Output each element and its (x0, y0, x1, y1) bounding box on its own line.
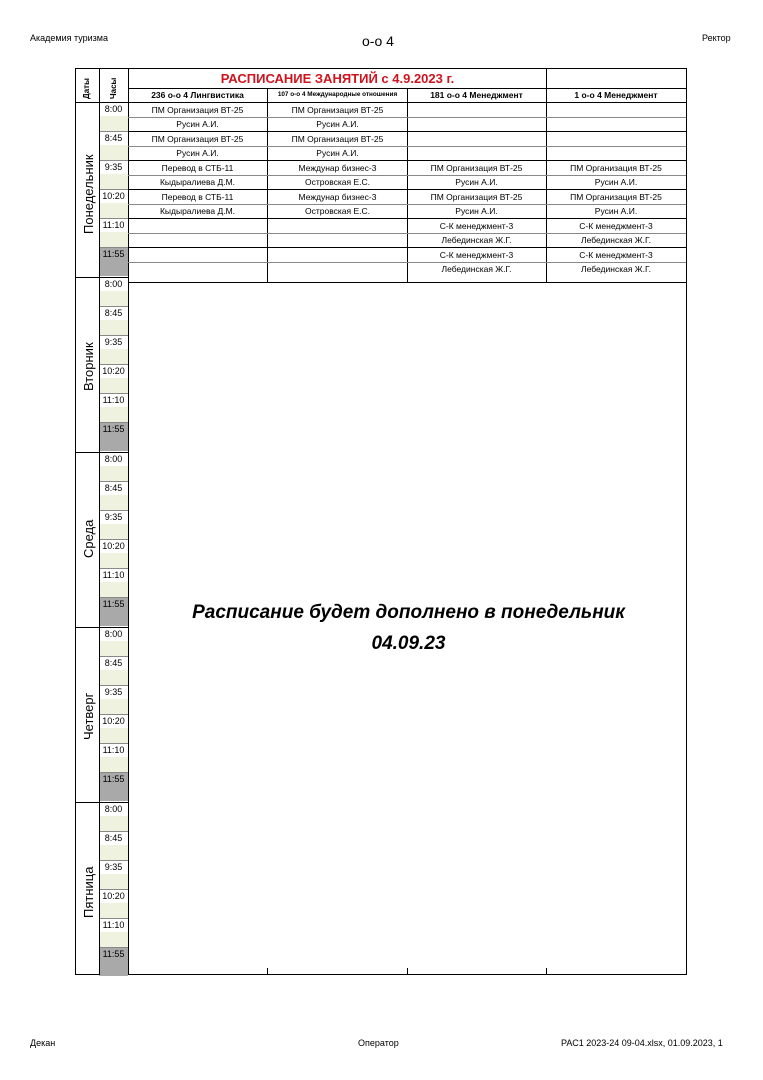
time-slot-filler (99, 145, 128, 160)
time-slot-filler (99, 174, 128, 189)
column-divider-stub (267, 968, 268, 975)
schedule-entry: Островская Е.С. (304, 177, 370, 187)
day-separator (76, 627, 128, 628)
footer-center: Оператор (358, 1038, 399, 1048)
header-right: Ректор (702, 33, 731, 43)
time-slot-filler (99, 261, 128, 276)
time-slot-filler (99, 466, 128, 481)
schedule-entry: ПМ Организация ВТ-25 (430, 191, 523, 202)
schedule-note-line-1: Расписание будет дополнено в понедельник (192, 602, 625, 623)
schedule-entry (268, 262, 407, 276)
time-separator (99, 160, 128, 161)
day-friday: Пятница (81, 866, 96, 918)
day-monday: Понедельник (81, 154, 96, 234)
schedule-entry (407, 132, 546, 146)
hours-header-cell (99, 69, 128, 102)
time-slot: 8:45 (104, 308, 123, 318)
time-slot-filler (99, 641, 128, 656)
time-separator (99, 568, 128, 569)
time-slot: 11:55 (99, 247, 128, 261)
time-separator (99, 131, 128, 132)
time-slot-filler (99, 961, 128, 976)
schedule-entry (407, 117, 546, 131)
row-line (128, 247, 686, 248)
title-divider (546, 69, 547, 88)
time-slot-filler (99, 407, 128, 422)
time-slot-filler (99, 436, 128, 451)
hours-header: Часы (109, 77, 118, 99)
schedule-entry: ПМ Организация ВТ-25 (430, 162, 523, 173)
time-slot-filler (99, 757, 128, 772)
time-slot: 10:20 (102, 541, 125, 551)
time-separator (99, 335, 128, 336)
row-line (128, 262, 686, 263)
time-separator (99, 306, 128, 307)
time-slot: 9:35 (104, 337, 123, 347)
time-slot: 11:55 (99, 772, 128, 786)
time-slot-filler (99, 816, 128, 831)
time-slot-filler (99, 553, 128, 568)
time-separator (99, 860, 128, 861)
schedule-entry: Русин А.И. (316, 119, 359, 129)
time-slot-filler (99, 874, 128, 889)
schedule-entry: Перевод в СТБ-11 (161, 162, 234, 173)
row-line (128, 146, 686, 147)
schedule-entry: ПМ Организация ВТ-25 (291, 133, 384, 144)
schedule-entry (268, 248, 407, 262)
schedule-entry: Кыдыралиева Д.М. (159, 177, 236, 187)
time-slot-filler (99, 845, 128, 860)
time-slot-filler (99, 932, 128, 947)
time-separator (99, 597, 128, 598)
schedule-note-line-2: 04.09.23 (371, 633, 446, 654)
time-slot: 8:45 (104, 658, 123, 668)
column-header-1: 236 о-о 4 Лингвистика (151, 90, 244, 100)
time-separator (99, 918, 128, 919)
column-header-4: 1 о-о 4 Менеджмент (574, 90, 658, 100)
row-line (128, 175, 686, 176)
schedule-entry (128, 262, 267, 276)
schedule-entry: ПМ Организация ВТ-25 (291, 104, 384, 115)
time-slot-filler (99, 670, 128, 685)
schedule-entry: Русин А.И. (316, 148, 359, 158)
header-center: о-о 4 (362, 33, 394, 49)
schedule-entry (546, 103, 686, 117)
schedule-entry: Перевод в СТБ-11 (161, 191, 234, 202)
schedule-entry: ПМ Организация ВТ-25 (151, 104, 244, 115)
time-slot: 8:00 (104, 104, 123, 114)
schedule-entry: Русин А.И. (455, 206, 498, 216)
schedule-entry: Кыдыралиева Д.М. (159, 206, 236, 216)
time-separator (99, 364, 128, 365)
time-slot: 11:10 (102, 220, 125, 230)
time-slot: 8:00 (104, 629, 123, 639)
time-slot: 8:45 (104, 483, 123, 493)
column-header-3: 181 о-о 4 Менеджмент (430, 90, 523, 100)
row-line (128, 233, 686, 234)
time-slot-filler (99, 728, 128, 743)
header-line (128, 88, 686, 89)
time-separator (99, 831, 128, 832)
schedule-entry: Лебединская Ж.Г. (441, 264, 512, 274)
time-slot: 10:20 (102, 191, 125, 201)
schedule-entry: Островская Е.С. (304, 206, 370, 216)
time-separator (99, 656, 128, 657)
time-separator (99, 422, 128, 423)
schedule-entry (546, 132, 686, 146)
time-separator (99, 218, 128, 219)
schedule-entry: ПМ Организация ВТ-25 (570, 191, 662, 202)
time-slot-filler (99, 495, 128, 510)
time-slot-filler (99, 320, 128, 335)
time-slot: 11:10 (102, 920, 125, 930)
day-separator (76, 452, 128, 453)
time-slot: 9:35 (104, 512, 123, 522)
time-slot: 8:45 (104, 133, 123, 143)
row-line (128, 218, 686, 219)
time-slot: 11:10 (102, 395, 125, 405)
time-slot: 9:35 (104, 862, 123, 872)
footer-right: РАС1 2023-24 09-04.xlsx, 01.09.2023, 1 (561, 1038, 723, 1048)
column-divider (128, 69, 129, 975)
header-line (128, 102, 686, 103)
schedule-entry (128, 233, 267, 247)
time-slot: 8:00 (104, 454, 123, 464)
time-slot-filler (99, 203, 128, 218)
schedule-entry: Русин А.И. (455, 177, 498, 187)
schedule-entry: Междунар бизнес-3 (298, 191, 377, 202)
time-separator (99, 539, 128, 540)
schedule-entry: Русин А.И. (176, 148, 219, 158)
row-line (128, 282, 686, 283)
time-separator (99, 743, 128, 744)
schedule-entry (268, 219, 407, 233)
time-slot-filler (99, 699, 128, 714)
time-separator (99, 947, 128, 948)
time-separator (99, 481, 128, 482)
column-header-2: 107 о-о 4 Международные отношения (277, 91, 398, 98)
day-separator (76, 277, 128, 278)
schedule-entry: ПМ Организация ВТ-25 (151, 133, 244, 144)
day-tuesday: Вторник (81, 342, 96, 391)
header-left: Академия туризма (30, 33, 108, 43)
time-slot-filler (99, 582, 128, 597)
time-slot: 8:00 (104, 804, 123, 814)
column-divider-stub (546, 968, 547, 975)
time-slot-filler (99, 232, 128, 247)
day-thursday: Четверг (81, 692, 96, 740)
row-line (128, 131, 686, 132)
time-slot-filler (99, 611, 128, 626)
time-slot: 11:55 (99, 947, 128, 961)
time-separator (99, 714, 128, 715)
schedule-entry: С-К менеджмент-3 (579, 220, 653, 231)
column-divider-stub (407, 968, 408, 975)
time-slot: 10:20 (102, 716, 125, 726)
dates-header: Даты (82, 78, 91, 99)
time-separator (99, 247, 128, 248)
time-slot-filler (99, 903, 128, 918)
schedule-entry: Русин А.И. (594, 177, 638, 187)
schedule-entry: Лебединская Ж.Г. (581, 235, 651, 245)
schedule-entry: Лебединская Ж.Г. (441, 235, 512, 245)
time-separator (99, 189, 128, 190)
dates-header-cell (76, 69, 99, 102)
time-slot: 11:55 (99, 597, 128, 611)
time-slot: 8:00 (104, 279, 123, 289)
time-slot: 10:20 (102, 891, 125, 901)
time-slot: 8:45 (104, 833, 123, 843)
time-slot-filler (99, 378, 128, 393)
schedule-entry (546, 117, 686, 131)
time-separator (99, 685, 128, 686)
time-slot-filler (99, 524, 128, 539)
time-slot: 9:35 (104, 687, 123, 697)
day-wednesday: Среда (81, 519, 96, 558)
schedule-entry (407, 146, 546, 160)
time-separator (99, 510, 128, 511)
time-slot: 11:10 (102, 745, 125, 755)
time-slot: 11:55 (99, 422, 128, 436)
time-slot-filler (99, 291, 128, 306)
day-separator (76, 802, 128, 803)
schedule-entry: Лебединская Ж.Г. (581, 264, 651, 274)
schedule-entry: С-К менеджмент-3 (579, 249, 653, 260)
schedule-entry (546, 146, 686, 160)
schedule-entry: С-К менеджмент-3 (439, 220, 514, 231)
time-separator (99, 772, 128, 773)
time-slot: 11:10 (102, 570, 125, 580)
time-separator (99, 889, 128, 890)
schedule-entry: ПМ Организация ВТ-25 (570, 162, 662, 173)
schedule-title: РАСПИСАНИЕ ЗАНЯТИЙ с 4.9.2023 г. (220, 71, 455, 86)
footer-left: Декан (30, 1038, 56, 1048)
time-slot: 10:20 (102, 366, 125, 376)
time-separator (99, 393, 128, 394)
schedule-entry: Русин А.И. (594, 206, 638, 216)
schedule-entry (128, 219, 267, 233)
schedule-entry: Междунар бизнес-3 (298, 162, 377, 173)
row-line (128, 117, 686, 118)
schedule-entry (407, 103, 546, 117)
row-line (128, 160, 686, 161)
schedule-entry (128, 248, 267, 262)
time-slot-filler (99, 349, 128, 364)
column-divider (99, 69, 100, 975)
time-slot-filler (99, 786, 128, 801)
time-slot: 9:35 (104, 162, 123, 172)
time-slot-filler (99, 116, 128, 131)
schedule-entry: С-К менеджмент-3 (439, 249, 514, 260)
schedule-entry (268, 233, 407, 247)
row-line (128, 189, 686, 190)
schedule-entry: Русин А.И. (176, 119, 219, 129)
row-line (128, 204, 686, 205)
